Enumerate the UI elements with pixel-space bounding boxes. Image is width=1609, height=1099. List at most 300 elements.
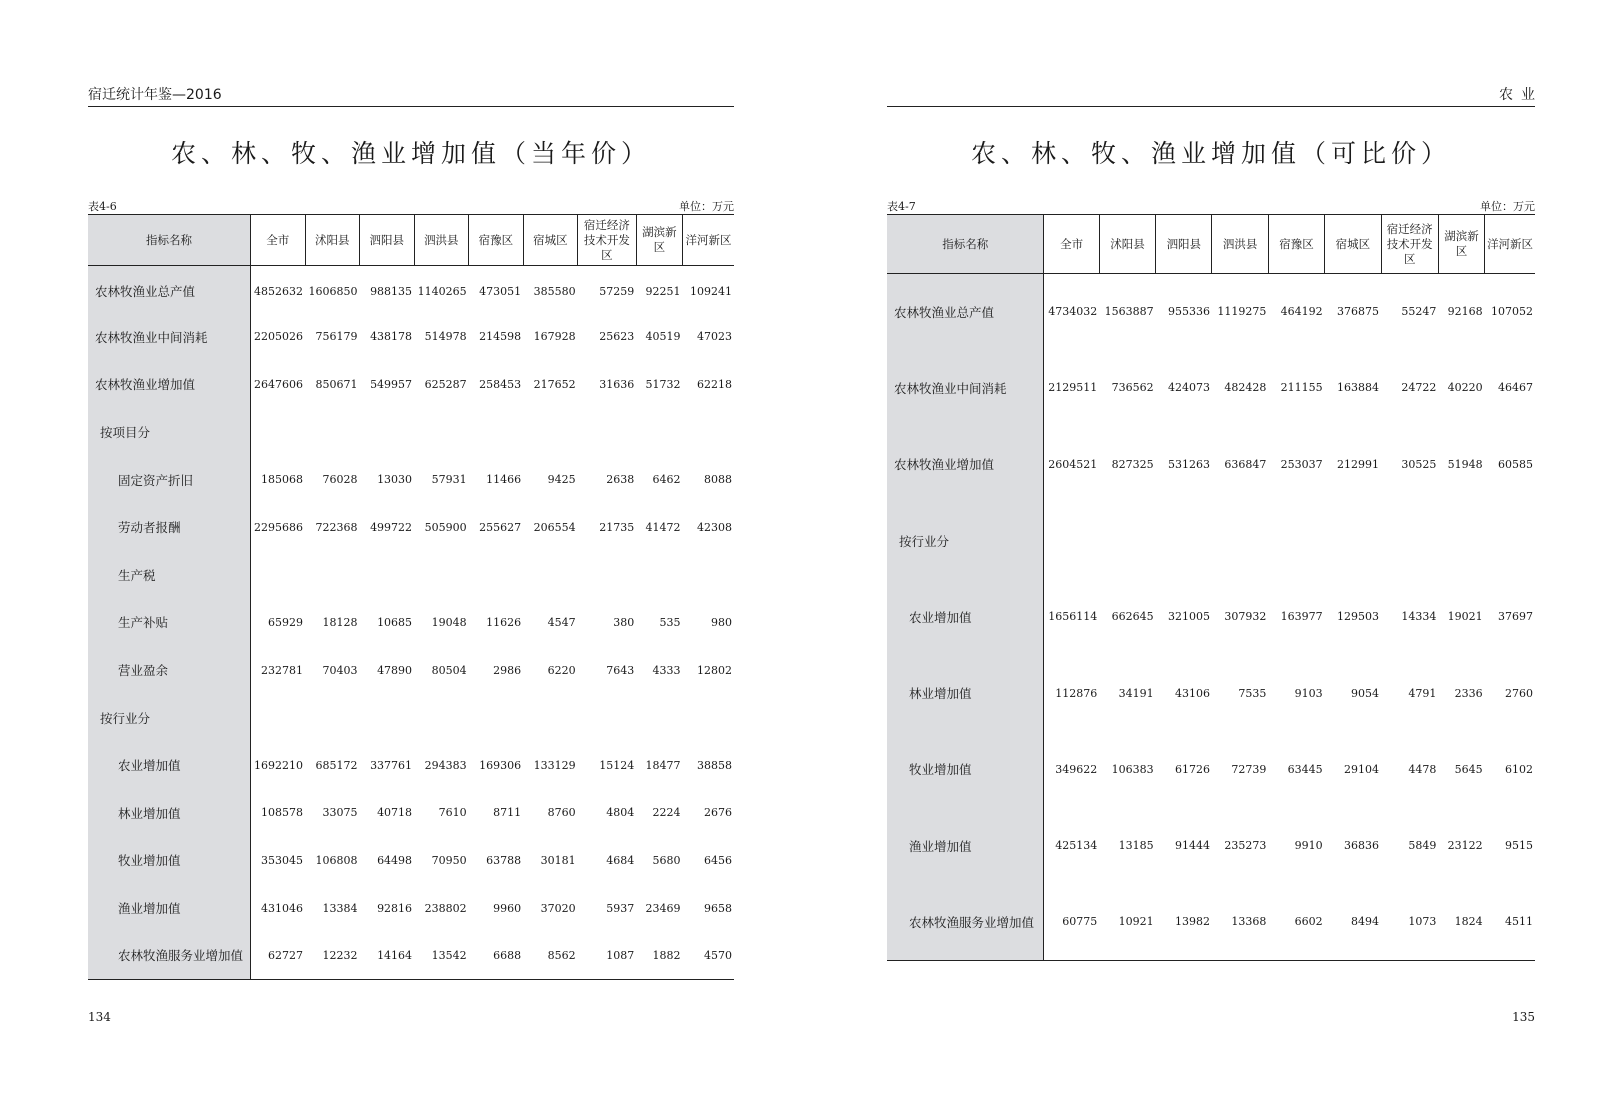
column-header: 宿迁经济技术开发区 [1381, 215, 1438, 274]
table-cell: 232781 [261, 663, 304, 677]
table-row [88, 741, 734, 789]
table-cell: 7643 [606, 663, 635, 677]
table-cell [360, 551, 415, 599]
column-header: 泗阳县 [1156, 215, 1212, 274]
table-cell [305, 694, 360, 742]
table-cell: 988135 [370, 284, 413, 298]
table-cell: 385580 [533, 284, 576, 298]
table-cell: 133129 [533, 758, 576, 772]
table-cell: 38858 [697, 758, 732, 772]
table-cell: 6602 [1268, 884, 1324, 960]
table-cell: 827325 [1111, 457, 1154, 471]
table-cell: 13185 [1118, 839, 1154, 853]
column-header: 沭阳县 [1099, 215, 1155, 274]
table-cell: 9960 [493, 901, 522, 915]
table-cell: 2205026 [254, 330, 304, 344]
page-title: 农、林、牧、渔业增加值（当年价） [170, 139, 651, 168]
table-cell: 19048 [431, 615, 467, 629]
table-cell: 685172 [315, 758, 358, 772]
row-label: 固定资产折旧 [88, 456, 251, 504]
page-title: 农、林、牧、渔业增加值（可比价） [970, 139, 1451, 168]
table-cell: 9054 [1351, 686, 1380, 700]
table-cell: 258453 [479, 377, 522, 391]
table-cell: 214598 [479, 330, 522, 344]
unit-label [1480, 198, 1535, 214]
header-row [88, 215, 734, 266]
table-cell [683, 694, 734, 742]
table-cell: 425134 [1055, 839, 1098, 853]
table-cell: 5680 [652, 853, 681, 867]
table-cell: 431046 [261, 901, 304, 915]
page-number: 134 [88, 1010, 111, 1024]
table-cell [305, 551, 360, 599]
table-cell [360, 694, 415, 742]
table-cell: 349622 [1055, 762, 1098, 776]
table-cell: 8562 [523, 932, 578, 980]
table-cell: 9103 [1294, 686, 1323, 700]
table-cell: 21735 [599, 520, 635, 534]
table-cell: 499722 [370, 520, 413, 534]
table-cell: 1606850 [308, 284, 358, 298]
table-cell [636, 694, 682, 742]
table-cell: 8088 [704, 473, 732, 487]
table-cell [360, 408, 415, 456]
table-cell [1212, 502, 1268, 578]
table-cell: 955336 [1167, 305, 1210, 319]
table-cell: 7535 [1238, 686, 1267, 700]
table-cell [636, 551, 682, 599]
column-header: 宿城区 [1325, 215, 1381, 274]
table-cell: 57259 [599, 284, 635, 298]
table-row [88, 884, 734, 932]
table-cell: 163884 [1337, 381, 1380, 395]
unit-label-text: 单位 [679, 200, 701, 213]
table-cell: 4804 [606, 806, 635, 820]
table-cell: 307932 [1224, 610, 1267, 624]
table-cell: 46467 [1498, 381, 1533, 395]
table-cell: 51948 [1447, 457, 1483, 471]
table-cell [683, 408, 734, 456]
table-cell: 63445 [1287, 762, 1323, 776]
table-cell: 9658 [704, 901, 732, 915]
table-cell: 13030 [377, 473, 413, 487]
table-cell: 13368 [1212, 884, 1268, 960]
table-cell: 64498 [377, 853, 413, 867]
table-cell: 55247 [1401, 305, 1437, 319]
table-cell [469, 408, 524, 456]
table-cell: 6462 [652, 473, 681, 487]
table-cell: 4478 [1408, 762, 1437, 776]
table-cell: 4333 [652, 663, 681, 677]
table-cell [1268, 502, 1324, 578]
table-cell: 37020 [540, 901, 576, 915]
table-cell: 42308 [697, 520, 732, 534]
table-cell: 980 [711, 615, 732, 629]
table-row [887, 808, 1535, 884]
column-header-indicator: 指标名称 [88, 215, 251, 266]
table-cell: 2986 [493, 663, 522, 677]
table-cell: 60775 [1044, 884, 1099, 960]
right-page [887, 0, 1543, 1099]
table-cell: 337761 [370, 758, 413, 772]
table-cell: 514978 [424, 330, 467, 344]
table-cell: 206554 [533, 520, 576, 534]
table-cell: 6102 [1505, 762, 1533, 776]
row-label: 按行业分 [88, 694, 251, 742]
table-cell: 1692210 [254, 758, 304, 772]
table-cell: 13542 [414, 932, 469, 980]
table-cell: 8711 [493, 806, 522, 820]
table-cell [414, 408, 469, 456]
table-cell [523, 408, 578, 456]
table-cell: 11626 [486, 615, 522, 629]
column-header: 泗洪县 [1212, 215, 1268, 274]
table-cell: 4734032 [1048, 305, 1098, 319]
table-cell: 106383 [1111, 762, 1154, 776]
table-cell: 9515 [1505, 839, 1533, 853]
row-label: 渔业增加值 [88, 884, 251, 932]
table-cell: 1882 [636, 932, 682, 980]
table-cell: 5645 [1454, 762, 1483, 776]
table-row [88, 266, 734, 314]
column-header: 湖滨新区 [1438, 215, 1484, 274]
table-row [887, 884, 1535, 960]
table-cell: 662645 [1111, 610, 1154, 624]
table-row [88, 932, 734, 980]
table-cell: 92251 [645, 284, 681, 298]
table-row [88, 789, 734, 837]
table-row [887, 502, 1535, 578]
table-cell: 464192 [1280, 305, 1323, 319]
column-header: 宿豫区 [469, 215, 524, 266]
table-row [88, 694, 734, 742]
table-cell: 92816 [377, 901, 413, 915]
table-cell [578, 408, 637, 456]
table-cell: 14334 [1401, 610, 1437, 624]
unit-label-text: 单位 [1480, 200, 1502, 213]
table-cell: 167928 [533, 330, 576, 344]
data-table [887, 214, 1535, 961]
row-label: 按行业分 [887, 502, 1044, 578]
unit-value: 万元 [1513, 200, 1535, 213]
table-cell: 41472 [645, 520, 681, 534]
table-cell: 535 [659, 615, 681, 629]
table-cell: 5849 [1408, 839, 1437, 853]
table-cell: 108578 [261, 806, 304, 820]
table-cell [1438, 502, 1484, 578]
table-row [88, 599, 734, 647]
table-cell: 1824 [1438, 884, 1484, 960]
column-header: 洋河新区 [683, 215, 734, 266]
table-row [88, 646, 734, 694]
table-cell: 438178 [370, 330, 413, 344]
table-cell: 31636 [599, 377, 635, 391]
table-cell: 62218 [697, 377, 732, 391]
table-cell: 625287 [424, 377, 467, 391]
row-label: 农林牧渔业总产值 [88, 266, 251, 314]
table-cell: 8494 [1325, 884, 1381, 960]
table-cell: 2647606 [254, 377, 304, 391]
row-label: 农业增加值 [88, 741, 251, 789]
table-cell: 109241 [690, 284, 732, 298]
table-cell: 47890 [377, 663, 413, 677]
table-cell: 163977 [1280, 610, 1323, 624]
table-cell [1325, 502, 1381, 578]
table-cell: 531263 [1167, 457, 1210, 471]
table-cell: 18128 [322, 615, 358, 629]
row-label: 营业盈余 [88, 646, 251, 694]
table-cell: 1140265 [417, 284, 467, 298]
row-label: 农林牧渔业总产值 [887, 274, 1044, 350]
table-number: 表4-7 [887, 200, 916, 213]
table-cell: 106808 [315, 853, 358, 867]
table-cell: 40220 [1447, 381, 1483, 395]
table-row [887, 274, 1535, 350]
column-header: 全市 [251, 215, 306, 266]
table-cell: 12232 [305, 932, 360, 980]
table-cell: 47023 [697, 330, 732, 344]
table-cell: 238802 [424, 901, 467, 915]
table-cell: 6220 [547, 663, 576, 677]
table-cell: 70950 [431, 853, 467, 867]
table-cell: 112876 [1055, 686, 1098, 700]
table-cell [1099, 502, 1155, 578]
table-cell [305, 408, 360, 456]
table-cell: 636847 [1224, 457, 1267, 471]
table-row [887, 731, 1535, 807]
table-cell: 549957 [370, 377, 413, 391]
table-cell: 4791 [1408, 686, 1437, 700]
table-cell: 6688 [469, 932, 524, 980]
table-cell: 1087 [578, 932, 637, 980]
column-header: 泗阳县 [360, 215, 415, 266]
table-cell: 424073 [1167, 381, 1210, 395]
left-page [88, 0, 734, 1099]
column-header: 洋河新区 [1485, 215, 1535, 274]
row-label: 农林牧渔业增加值 [88, 361, 251, 409]
table-cell: 43106 [1174, 686, 1210, 700]
table-cell [1485, 502, 1535, 578]
table-cell: 37697 [1498, 610, 1533, 624]
table-cell: 40519 [645, 330, 681, 344]
table-cell: 2129511 [1048, 381, 1098, 395]
table-cell: 34191 [1118, 686, 1154, 700]
table-cell: 36836 [1344, 839, 1380, 853]
table-cell: 9910 [1294, 839, 1323, 853]
row-label: 农林牧渔服务业增加值 [887, 884, 1044, 960]
row-label: 农林牧渔服务业增加值 [88, 932, 251, 980]
page-number: 135 [1512, 1010, 1535, 1024]
table-cell: 80504 [431, 663, 467, 677]
table-cell: 57931 [431, 473, 467, 487]
table-cell: 13384 [322, 901, 358, 915]
table-cell: 217652 [533, 377, 576, 391]
table-cell: 169306 [479, 758, 522, 772]
row-label: 生产税 [88, 551, 251, 599]
column-header: 宿迁经济技术开发区 [578, 215, 637, 266]
table-cell: 212991 [1337, 457, 1380, 471]
column-header: 湖滨新区 [636, 215, 682, 266]
table-row [88, 313, 734, 361]
table-cell: 376875 [1337, 305, 1380, 319]
table-cell: 91444 [1174, 839, 1210, 853]
table-row [88, 837, 734, 885]
table-cell: 18477 [645, 758, 681, 772]
table-cell: 60585 [1498, 457, 1533, 471]
table-cell: 235273 [1224, 839, 1267, 853]
table-cell [469, 551, 524, 599]
table-cell: 294383 [424, 758, 467, 772]
column-header-indicator: 指标名称 [887, 215, 1044, 274]
table-cell: 850671 [315, 377, 358, 391]
table-cell: 129503 [1337, 610, 1380, 624]
table-cell: 353045 [261, 853, 304, 867]
table-cell: 14164 [360, 932, 415, 980]
row-label: 农业增加值 [887, 579, 1044, 655]
table-cell [636, 408, 682, 456]
row-label: 农林牧渔业中间消耗 [887, 350, 1044, 426]
row-label: 牧业增加值 [88, 837, 251, 885]
table-cell: 65929 [268, 615, 304, 629]
table-cell: 10685 [377, 615, 413, 629]
table-cell: 736562 [1111, 381, 1154, 395]
table-cell: 185068 [261, 473, 304, 487]
table-cell: 1656114 [1048, 610, 1098, 624]
table-cell: 7610 [438, 806, 467, 820]
table-cell: 211155 [1280, 381, 1323, 395]
table-cell [578, 551, 637, 599]
table-cell: 482428 [1224, 381, 1267, 395]
table-cell: 4684 [606, 853, 635, 867]
row-label: 农林牧渔业增加值 [887, 426, 1044, 502]
table-cell: 76028 [322, 473, 358, 487]
column-header: 沭阳县 [305, 215, 360, 266]
table-cell [251, 551, 306, 599]
column-header: 泗洪县 [414, 215, 469, 266]
data-table [88, 214, 734, 980]
table-cell [414, 694, 469, 742]
table-cell: 51732 [645, 377, 681, 391]
table-cell: 10921 [1099, 884, 1155, 960]
table-cell: 505900 [424, 520, 467, 534]
table-cell: 2638 [606, 473, 635, 487]
table-cell [251, 408, 306, 456]
row-label: 牧业增加值 [887, 731, 1044, 807]
table-cell: 25623 [599, 330, 635, 344]
table-cell: 8760 [547, 806, 576, 820]
table-cell: 13982 [1156, 884, 1212, 960]
table-cell: 1563887 [1104, 305, 1154, 319]
running-head-text: 农业 [1499, 87, 1543, 103]
table-cell: 380 [613, 615, 635, 629]
table-cell [1156, 502, 1212, 578]
table-cell: 2295686 [254, 520, 304, 534]
table-cell: 70403 [322, 663, 358, 677]
table-cell: 30525 [1401, 457, 1437, 471]
table-cell [251, 694, 306, 742]
running-head [887, 84, 1543, 107]
table-row [88, 408, 734, 456]
running-head [88, 84, 734, 107]
table-cell: 23122 [1447, 839, 1483, 853]
table-cell: 2224 [652, 806, 681, 820]
table-row [887, 426, 1535, 502]
table-cell: 756179 [315, 330, 358, 344]
table-row [88, 361, 734, 409]
table-cell: 1073 [1381, 884, 1438, 960]
row-label: 生产补贴 [88, 599, 251, 647]
table-cell: 6456 [704, 853, 732, 867]
table-cell: 321005 [1167, 610, 1210, 624]
table-cell: 5937 [606, 901, 635, 915]
running-head-text: 宿迁统计年鉴—2016 [88, 87, 222, 103]
unit-label [679, 198, 734, 214]
table-cell: 63788 [486, 853, 522, 867]
table-cell: 2336 [1454, 686, 1483, 700]
table-row [88, 503, 734, 551]
row-label: 劳动者报酬 [88, 503, 251, 551]
table-cell: 72739 [1231, 762, 1267, 776]
table-cell [469, 694, 524, 742]
unit-value: 万元 [712, 200, 734, 213]
table-cell: 23469 [645, 901, 681, 915]
table-cell: 107052 [1491, 305, 1533, 319]
column-header: 宿豫区 [1268, 215, 1324, 274]
table-cell: 4511 [1485, 884, 1535, 960]
row-label: 林业增加值 [887, 655, 1044, 731]
table-row [887, 350, 1535, 426]
table-cell: 29104 [1344, 762, 1380, 776]
table-cell: 253037 [1280, 457, 1323, 471]
column-header: 全市 [1044, 215, 1099, 274]
table-cell: 30181 [540, 853, 576, 867]
table-cell: 4852632 [254, 284, 304, 298]
row-label: 林业增加值 [88, 789, 251, 837]
table-cell: 92168 [1447, 305, 1483, 319]
table-cell [414, 551, 469, 599]
table-cell: 15124 [599, 758, 635, 772]
table-cell: 4547 [547, 615, 576, 629]
table-cell: 473051 [479, 284, 522, 298]
table-cell: 33075 [322, 806, 358, 820]
table-cell: 19021 [1447, 610, 1483, 624]
table-cell [523, 551, 578, 599]
table-row [887, 579, 1535, 655]
row-label: 按项目分 [88, 408, 251, 456]
table-cell: 62727 [251, 932, 306, 980]
table-cell: 722368 [315, 520, 358, 534]
table-row [887, 655, 1535, 731]
table-cell: 2604521 [1048, 457, 1098, 471]
table-cell: 9425 [547, 473, 576, 487]
table-number: 表4-6 [88, 200, 117, 213]
table-cell [683, 551, 734, 599]
header-row [887, 215, 1535, 274]
table-cell: 11466 [486, 473, 522, 487]
table-cell: 1119275 [1217, 305, 1267, 319]
table-row [88, 456, 734, 504]
row-label: 渔业增加值 [887, 808, 1044, 884]
table-cell: 2760 [1505, 686, 1533, 700]
table-cell: 24722 [1401, 381, 1437, 395]
table-cell: 4570 [683, 932, 734, 980]
table-cell: 61726 [1174, 762, 1210, 776]
table-cell: 40718 [377, 806, 413, 820]
table-cell: 2676 [704, 806, 732, 820]
table-cell [523, 694, 578, 742]
table-cell [1044, 502, 1099, 578]
row-label: 农林牧渔业中间消耗 [88, 313, 251, 361]
